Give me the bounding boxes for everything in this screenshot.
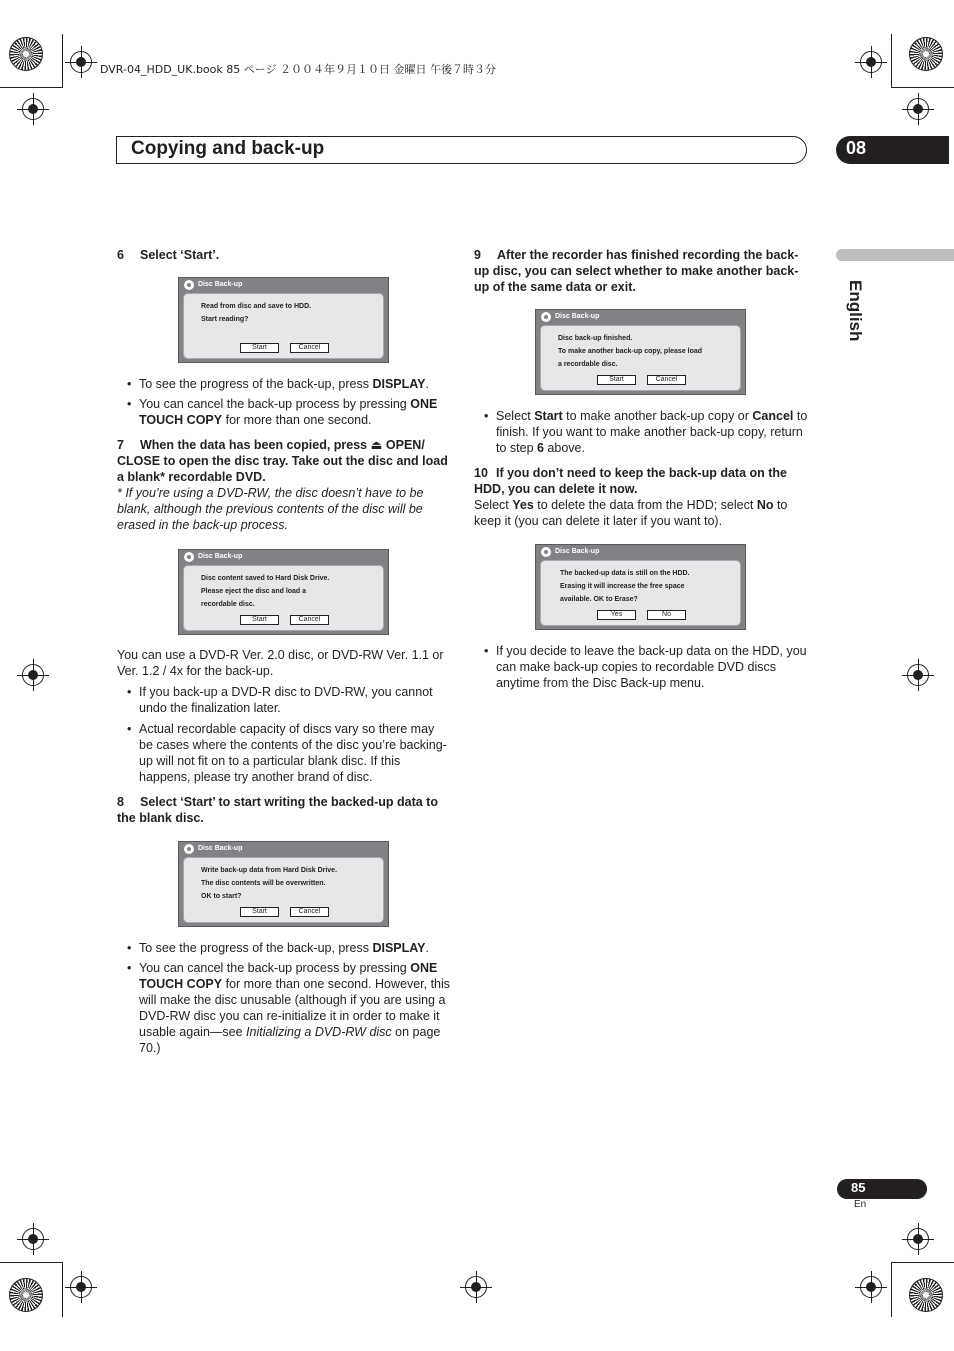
section-title-bar (116, 136, 807, 164)
step-text: Select ‘Start’. (140, 248, 220, 262)
bullet-display-2: • To see the progress of the back-up, press DISPLAY. (117, 940, 451, 956)
step-9-heading: 9 After the recorder has finished recording the back-up disc, you can select whether to make another back-up of the same data or exit. (474, 248, 799, 294)
right-column-block-2 (474, 408, 808, 529)
crop-line (891, 34, 892, 88)
dialog-body (183, 565, 384, 631)
left-column-block-3 (117, 647, 451, 826)
left-column-block-4 (117, 940, 451, 1056)
crop-line (891, 1262, 892, 1317)
step-10-description: Select Yes to delete the data from the HDD; select No to keep it (you can delete it later if you want to). (474, 498, 788, 528)
bullet-capacity: • Actual recordable capacity of discs vary so there may be cases where the contents of the disc you’re backing-up will not fit on to a particular blank disc. If this happens, please try another brand of disc. (117, 721, 451, 785)
dialog-header: Disc Back-up (536, 545, 745, 560)
crosshair-line (65, 1287, 97, 1288)
disc-backup-dialog-erase (535, 544, 746, 630)
crosshair-line (17, 675, 49, 676)
disc-compatibility-paragraph: You can use a DVD-R Ver. 2.0 disc, or DVD-RW Ver. 1.1 or Ver. 1.2 / 4x for the back-up. (117, 648, 444, 678)
dialog-body (540, 325, 741, 391)
step-6-heading (117, 247, 451, 263)
chapter-badge: 08 (836, 136, 949, 164)
cancel-button[interactable]: Cancel (290, 907, 329, 917)
dialog-header: Disc Back-up (179, 550, 388, 565)
disc-backup-dialog-write (178, 841, 389, 927)
disc-backup-dialog-read (178, 277, 389, 363)
dialog-message: The backed-up data is still on the HDD. Erasing it will increase the free space available. OK to Erase? (560, 570, 690, 603)
cancel-button[interactable]: Cancel (290, 343, 329, 353)
step-number: 6 (117, 248, 124, 262)
dialog-body (183, 857, 384, 923)
cancel-button[interactable]: Cancel (290, 615, 329, 625)
crosshair-line (17, 109, 49, 110)
disc-backup-dialog-eject (178, 549, 389, 635)
step-10-heading: 10 If you don’t need to keep the back-up data on the HDD, you can delete it now. (474, 466, 787, 496)
section-title: Copying and back-up (131, 138, 325, 159)
bullet-finalization: • If you back-up a DVD-R disc to DVD-RW, you cannot undo the finalization later. (117, 684, 451, 716)
disc-icon (541, 312, 551, 322)
dialog-message: Write back-up data from Hard Disk Drive. The disc contents will be overwritten. OK to start? (201, 867, 338, 900)
cancel-button[interactable]: Cancel (647, 375, 686, 385)
crosshair-line (855, 62, 887, 63)
crop-line (891, 87, 954, 88)
page-language: En (854, 1199, 867, 1210)
crosshair-line (855, 1287, 887, 1288)
dialog-body (540, 560, 741, 626)
registration-star-mark (909, 1278, 943, 1312)
dialog-message: Disc back-up finished. To make another back-up copy, please load a recordable disc. (558, 335, 703, 368)
right-column (474, 247, 808, 295)
crop-line (0, 1262, 62, 1263)
crosshair-line (17, 1239, 49, 1240)
crop-line (0, 87, 62, 88)
page-number: 85 (837, 1179, 927, 1199)
disc-backup-dialog-finished (535, 309, 746, 395)
dialog-header: Disc Back-up (536, 310, 745, 325)
language-label: English (846, 280, 865, 342)
registration-star-mark (9, 37, 43, 71)
crop-line (891, 1262, 954, 1263)
left-column (117, 247, 451, 263)
registration-star-mark (909, 37, 943, 71)
dialog-header: Disc Back-up (179, 278, 388, 293)
crosshair-line (902, 1239, 934, 1240)
crosshair-line (460, 1287, 492, 1288)
yes-button[interactable]: Yes (597, 610, 636, 620)
crop-line (62, 1262, 63, 1317)
step-7-heading: 7 When the data has been copied, press ⏏ OPEN/ CLOSE to open the disc tray. Take out the disc and load a blank* recordable DVD. (117, 438, 448, 484)
dialog-body (183, 293, 384, 359)
disc-icon (541, 547, 551, 557)
no-button[interactable]: No (647, 610, 686, 620)
start-button[interactable]: Start (240, 343, 279, 353)
step-8-heading: 8 Select ‘Start’ to start writing the backed-up data to the blank disc. (117, 795, 438, 825)
crop-line (62, 34, 63, 88)
step-7-note: * If you’re using a DVD-RW, the disc doesn’t have to be blank, although the previous contents of the disc will be erased in the back-up process. (117, 486, 424, 532)
start-button[interactable]: Start (240, 907, 279, 917)
bullet-cancel-2: • You can cancel the back-up process by pressing ONE TOUCH COPY for more than one second. However, this will make the disc unusable (although if you are using a DVD-RW disc you can re-initialize it in order to make it usable again—see Initializing a DVD-RW disc on page 70.) (117, 960, 451, 1056)
dialog-message: Read from disc and save to HDD. Start reading? (201, 303, 312, 323)
bullet-start-or-cancel: • Select Start to make another back-up copy or Cancel to finish. If you want to make another back-up copy, return to step 6 above. (474, 408, 808, 456)
disc-icon (184, 844, 194, 854)
start-button[interactable]: Start (240, 615, 279, 625)
dialog-message: Disc content saved to Hard Disk Drive. Please eject the disc and load a recordable disc. (201, 575, 330, 608)
right-column-block-3 (474, 643, 808, 691)
disc-icon (184, 280, 194, 290)
crosshair-line (65, 62, 97, 63)
bullet-cancel: • You can cancel the back-up process by pressing ONE TOUCH COPY for more than one second. (117, 396, 451, 428)
language-tab (836, 249, 954, 261)
start-button[interactable]: Start (597, 375, 636, 385)
left-column-block-2 (117, 376, 451, 533)
crosshair-line (902, 675, 934, 676)
dialog-header: Disc Back-up (179, 842, 388, 857)
bullet-display: • To see the progress of the back-up, press DISPLAY. (117, 376, 451, 392)
bullet-leave-data: • If you decide to leave the back-up data on the HDD, you can make back-up copies to recordable DVD discs anytime from the Disc Back-up menu. (474, 643, 808, 691)
registration-star-mark (9, 1278, 43, 1312)
crosshair-line (902, 109, 934, 110)
disc-icon (184, 552, 194, 562)
book-file-line: DVR-04_HDD_UK.book 85 ページ ２００４年９月１０日 金曜日 午後７時３分 (100, 63, 497, 76)
